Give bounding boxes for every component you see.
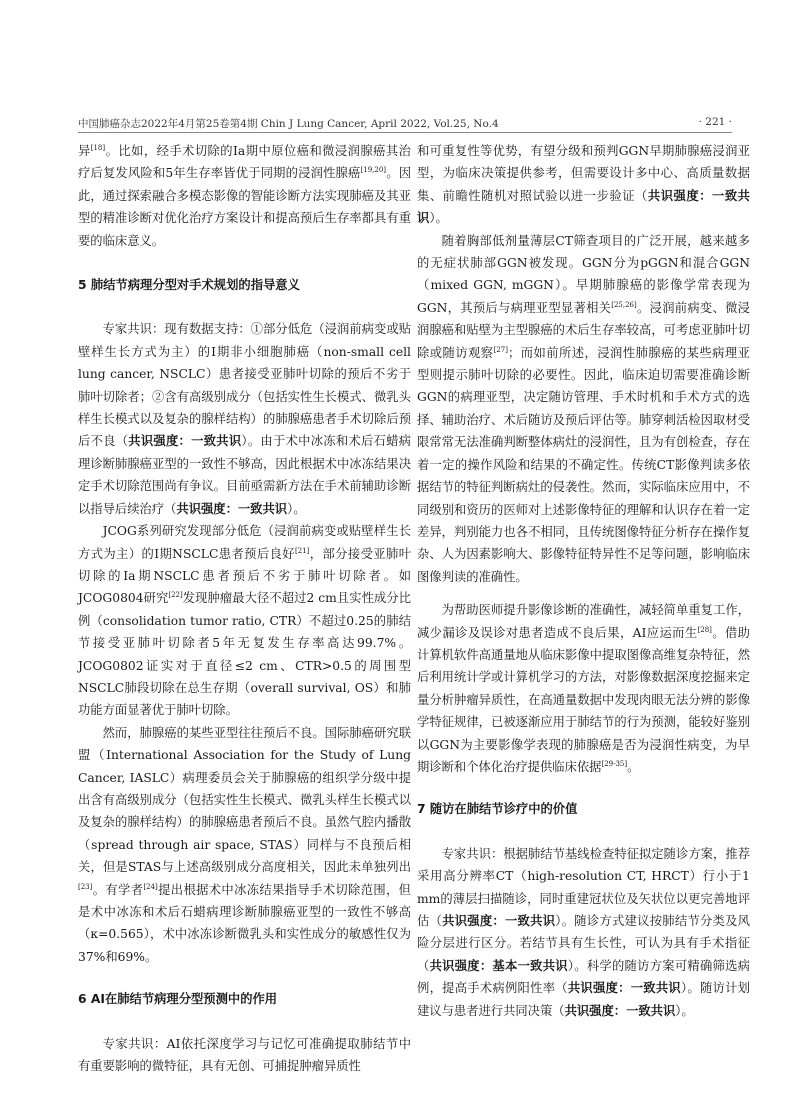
text: 专家共识：根据肺结节基线检查特征拟定随诊方案，推荐采用高分辨率CT（high-resolution CT, HRCT）行小于1 mm的薄层扫描随诊，同时重建冠状位及矢状位以更完善地评估（ (417, 846, 750, 928)
paragraph (417, 230, 750, 589)
text: JCOG系列研究发现部分低危（浸润前病变或贴壁样生长方式为主）的I期NSCLC患者预后良好 (78, 524, 411, 561)
text: ）。 (675, 1003, 694, 1018)
paragraph (78, 140, 411, 252)
text: 。有学者 (92, 882, 144, 897)
text: 提出根据术中冰冻结果指导手术切除范围，但是术中冰冻和术后石蜡病理诊断肺腺癌亚型的一致性不够高（κ=0.565），术中冰冻诊断微乳头和实性成分的敏感性仅为37%和69%。 (78, 882, 411, 964)
citation: [18] (90, 143, 106, 152)
paragraph (417, 599, 750, 778)
consensus-paragraph (417, 843, 750, 1022)
text: 。 (627, 759, 640, 774)
consensus-strength: 共识强度：基本一致共识 (429, 958, 568, 973)
section-heading-5: 5 肺结节病理分型对手术规划的指导意义 (78, 278, 300, 293)
journal-citation: 中国肺癌杂志2022年4月第25卷第4期 Chin J Lung Cancer, April 2022, Vol.25, No.4 (78, 118, 499, 130)
text: ）。 (429, 211, 448, 226)
citation: [29-35] (601, 759, 628, 768)
citation: [27] (493, 345, 508, 354)
consensus-strength: 共识强度：一致共识 (176, 501, 288, 516)
text: 。比如，经手术切除的Ia期中原位癌和微浸润腺癌其治疗后复发风险和5年生存率皆优于同期的浸润性腺癌 (78, 144, 411, 181)
running-header (78, 114, 732, 133)
consensus-strength: 共识强度：一致共识 (442, 914, 556, 928)
citation: [24] (143, 882, 158, 891)
text: ）。 (287, 501, 306, 516)
text: 专家共识：现有数据支持：①部分低危（浸润前病变或贴壁样生长方式为主）的I期非小细胞肺癌（non-small cell lung cancer, NSCLC）患者接受亚肺叶切除的预后不劣于肺叶切除者；②含有高级别成分（包括实性生长模式、微乳头样生长模式以及复杂的腺样结构）的肺腺癌患者手术切除后预后不良（ (78, 322, 411, 449)
paragraph (78, 520, 411, 722)
text: 发现肿瘤最大径不超过2 cm且实性成分比例（consolidation tumor ratio, CTR）不超过0.25的肺结节接受亚肺叶切除者5年无复发生存率高达99.7%。JCOG0802证实对于直径≤2 cm、CTR>0.5的周围型NSCLC肺段切除在总生存期（overall survival, OS）和肺功能方面显著优于肺叶切除。 (78, 591, 411, 718)
page-number: · 221 · (698, 116, 732, 128)
consensus-strength: 共识强度：一致共识 (564, 1003, 676, 1018)
consensus-paragraph (78, 318, 411, 520)
text: ；而如前所述，浸润性肺腺癌的某些病理亚型则提示肺叶切除的必要性。因此，临床迫切需要准确诊断GGN的病理亚型，决定随访管理、手术时机和手术方式的选择、辅助治疗、术后随访及预后评估等。肺穿刺活检因取材受限常常无法准确判断整体病灶的浸润性，且为有创检查，存在着一定的操作风险和结果的不确定性。传统CT影像判读多依据结节的特征判断病灶的侵袭性。然而，实际临床应用中，不同级别和资历的医师对上述影像特征的理解和认识存在着一定差异，判别能力也各不相同，且传统图像特征分析存在操作复杂、人为因素影响大、影像特征特异性不足等问题，影响临床图像判读的准确性。 (417, 345, 750, 584)
section-heading-7: 7 随访在肺结节诊疗中的价值 (417, 802, 578, 817)
citation: [19,20] (360, 166, 387, 175)
text: 。浸润前病变、微浸润腺癌和贴壁为主型腺癌的术后生存率较高，可考虑亚肺叶切除或随访观察 (417, 300, 750, 360)
text: ）。科学的随访方案可精确筛选病例，提高手术病例阳性率（ (417, 958, 750, 996)
paragraph (417, 140, 750, 230)
text: 异 (78, 144, 91, 158)
text: ）。随访计划建议与患者进行共同决策（ (417, 981, 750, 1018)
text: 为帮助医师提升影像诊断的准确性，减轻简单重复工作，减少漏诊及误诊对患者造成不良后果，AI应运而生 (417, 603, 750, 640)
right-column (417, 140, 750, 1022)
citation: [23] (78, 882, 93, 891)
consensus-strength: 共识强度：一致共识 (417, 188, 750, 226)
text: ，部分接受亚肺叶切除的Ia期NSCLC患者预后不劣于肺叶切除者。如JCOG0804研究 (78, 546, 411, 606)
citation: [28] (697, 625, 712, 634)
text: 。借助计算机软件高通量地从临床影像中提取图像高维复杂特征，然后利用统计学或计算机学习的方法，对影像数据深度挖掘来定量分析肿瘤异质性，在高通量数据中发现肉眼无法分辨的影像学特征规律，已被逐渐应用于肺结节的行为预测，能较好鉴别以GGN为主要影像学表现的肺腺癌是否为浸润性病变，为早期诊断和个体化治疗提供临床依据 (417, 625, 750, 774)
consensus-paragraph: 专家共识：AI依托深度学习与记忆可准确提取肺结节中有重要影响的微特征，具有无创、可捕捉肿瘤异质性 (78, 1036, 411, 1074)
citation: [25,26] (611, 300, 637, 309)
text: 和可重复性等优势，有望分级和预判GGN早期肺腺癌浸润亚型，为临床决策提供参考，但需要设计多中心、高质量数据集、前瞻性随机对照试验以进一步验证（ (417, 144, 750, 203)
text: ）。由于术中冰冻和术后石蜡病理诊断肺腺癌亚型的一致性不够高，因此根据术中冰冻结果决定手术切除范围尚有争议。目前亟需新方法在手术前辅助诊断以指导后续治疗（ (78, 434, 411, 516)
text: 然而，肺腺癌的某些亚型往往预后不良。国际肺癌研究联盟（International Association for the Study of Lung Cancer, IASLC）病理委员会关于肺腺癌的组织学分级中提出含有高级别成分（包括实性生长模式、微乳头样生长模式以及复杂的腺样结构）的肺腺癌患者预后不良。虽然气腔内播散（spread through air space, STAS）同样与不良预后相关，但是STAS与上述高级别成分高度相关，因此未单独列出 (78, 725, 411, 875)
section-heading-6: 6 AI在肺结节病理分型预测中的作用 (78, 992, 278, 1007)
consensus-strength: 共识强度：一致共识 (567, 981, 681, 996)
text: ）。随诊方式建议按肺结节分类及风险分层进行区分。若结节具有生长性，可认为具有手术指征（ (417, 914, 750, 973)
consensus-strength: 共识强度：一致共识 (128, 434, 242, 449)
text: 。因此，通过探索融合多模态影像的智能诊断方法实现肺癌及其亚型的精准诊断对优化治疗方案设计和提高预后生存率都具有重要的临床意义。 (78, 166, 411, 248)
text: 随着胸部低剂量薄层CT筛查项目的广泛开展，越来越多的无症状肺部GGN被发现。GGN分为pGGN和混合GGN（mixed GGN, mGGN）。早期肺腺癌的影像学常表现为GGN，其预后与病理亚型显著相关 (417, 233, 750, 315)
citation: [21] (294, 546, 310, 555)
left-column (78, 140, 411, 1077)
citation: [22] (168, 591, 183, 600)
paragraph (78, 722, 411, 968)
